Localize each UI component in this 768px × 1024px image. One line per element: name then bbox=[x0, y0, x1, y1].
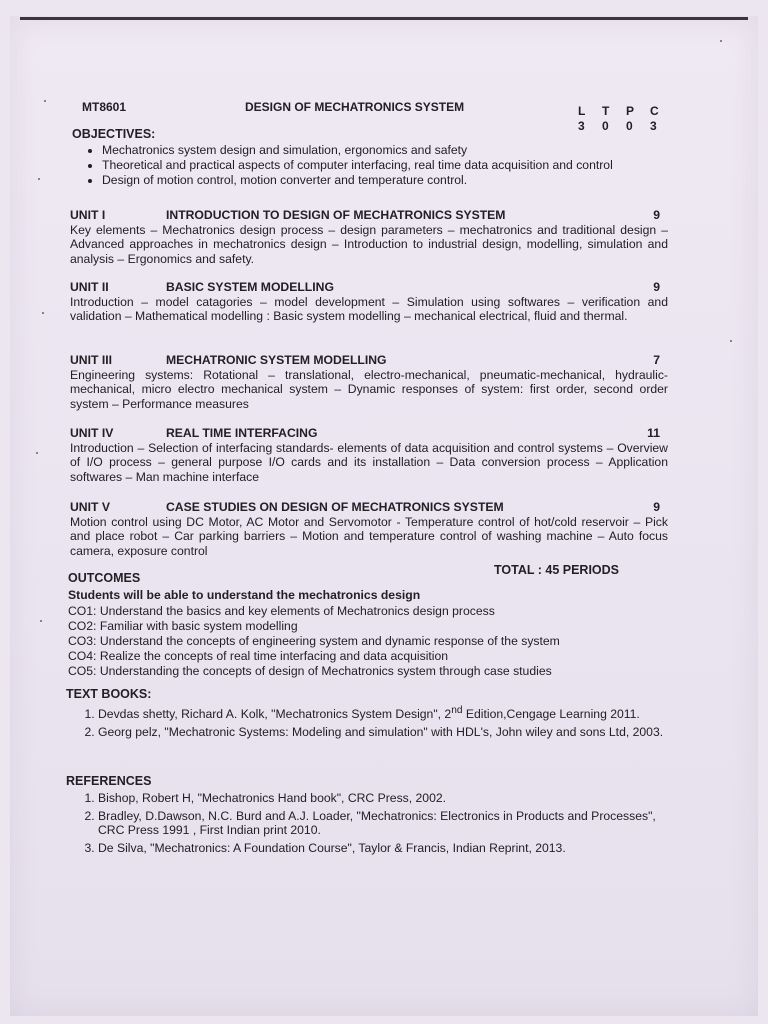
unit-number: UNIT I bbox=[70, 208, 106, 222]
top-rule bbox=[20, 17, 748, 20]
ltpc-value-c: 3 bbox=[650, 118, 657, 133]
outcome-item: CO5: Understanding the concepts of design of Mechatronics system through case studies bbox=[68, 664, 552, 678]
course-code: MT8601 bbox=[82, 100, 127, 114]
objective-item: • Design of motion control, motion converter and temperature control. bbox=[102, 173, 702, 188]
references-heading: REFERENCES bbox=[66, 774, 152, 788]
total-periods: TOTAL : 45 PERIODS bbox=[494, 563, 620, 577]
outcome-item: CO4: Realize the concepts of real time interfacing and data acquisition bbox=[68, 649, 449, 663]
unit-hours: 11 bbox=[647, 426, 660, 440]
course-title: DESIGN OF MECHATRONICS SYSTEM bbox=[245, 100, 465, 114]
scan-speck bbox=[36, 452, 38, 454]
ltpc-label-t: T bbox=[602, 104, 610, 118]
unit-1 bbox=[70, 208, 668, 266]
scan-speck bbox=[44, 100, 46, 102]
scan-speck bbox=[40, 620, 42, 622]
outcomes-heading: OUTCOMES bbox=[68, 571, 141, 585]
unit-3 bbox=[70, 353, 668, 411]
unit-body: Introduction – model catagories – model development – Simulation using softwares – verification and validation – Mathematical modelling : Basic system modelling – mechanical electrical, fluid and thermal. bbox=[70, 294, 668, 323]
ltpc-value-l: 3 bbox=[578, 118, 585, 133]
outcomes-lead: Students will be able to understand the mechatronics design bbox=[68, 588, 421, 602]
textbooks-list bbox=[66, 704, 668, 742]
ltpc-table bbox=[578, 104, 674, 133]
outcome-item: CO2: Familiar with basic system modelling bbox=[68, 619, 298, 633]
textbook-item: 1. Devdas shetty, Richard A. Kolk, "Mechatronics System Design", 2nd Edition,Cengage Learning 2011. bbox=[98, 704, 668, 722]
reference-item: 3. De Silva, "Mechatronics: A Foundation Course", Taylor & Francis, Indian Reprint, 2013. bbox=[98, 841, 668, 856]
outcome-item: CO3: Understand the concepts of engineering system and dynamic response of the system bbox=[68, 634, 560, 648]
unit-hours: 9 bbox=[653, 500, 660, 514]
objectives-list bbox=[72, 143, 702, 188]
objective-item: • Mechatronics system design and simulation, ergonomics and safety bbox=[102, 143, 702, 158]
ltpc-label-c: C bbox=[650, 104, 659, 118]
unit-title: REAL TIME INTERFACING bbox=[166, 426, 318, 440]
unit-number: UNIT IV bbox=[70, 426, 114, 440]
ltpc-value-t: 0 bbox=[602, 118, 609, 133]
unit-hours: 9 bbox=[653, 208, 660, 222]
scan-speck bbox=[42, 312, 44, 314]
textbooks-heading: TEXT BOOKS: bbox=[66, 687, 152, 701]
unit-5 bbox=[70, 500, 668, 558]
unit-title: INTRODUCTION TO DESIGN OF MECHATRONICS SYSTEM bbox=[166, 208, 506, 222]
references-list bbox=[66, 791, 668, 858]
unit-title: CASE STUDIES ON DESIGN OF MECHATRONICS SYSTEM bbox=[166, 500, 504, 514]
objectives-heading: OBJECTIVES: bbox=[72, 127, 156, 141]
scan-speck bbox=[730, 340, 732, 342]
unit-2 bbox=[70, 280, 668, 324]
unit-hours: 7 bbox=[653, 353, 660, 367]
unit-body: Engineering systems: Rotational – translational, electro-mechanical, pneumatic-mechanical, hydraulic-mechanical, micro electro mechanical system – Dynamic responses of system: first order, second order system – Performance measures bbox=[70, 367, 668, 411]
unit-hours: 9 bbox=[653, 280, 660, 294]
textbook-item: 2. Georg pelz, "Mechatronic Systems: Modeling and simulation" with HDL's, John wiley and sons Ltd, 2003. bbox=[98, 725, 668, 740]
reference-item: 1. Bishop, Robert H, "Mechatronics Hand book", CRC Press, 2002. bbox=[98, 791, 668, 806]
unit-4 bbox=[70, 426, 668, 484]
unit-title: BASIC SYSTEM MODELLING bbox=[166, 280, 334, 294]
unit-title: MECHATRONIC SYSTEM MODELLING bbox=[166, 353, 387, 367]
unit-number: UNIT V bbox=[70, 500, 110, 514]
ltpc-values bbox=[578, 119, 674, 134]
ltpc-label-p: P bbox=[626, 104, 635, 118]
objective-item: • Theoretical and practical aspects of computer interfacing, real time data acquisition and control bbox=[102, 158, 702, 173]
unit-body: Key elements – Mechatronics design process – design parameters – mechatronics and traditional design – Advanced approaches in mechatronics design – Introduction to industrial design, modelling, simulation and analysis – Ergonomics and safety. bbox=[70, 222, 668, 266]
outcomes-list bbox=[68, 604, 668, 679]
unit-number: UNIT II bbox=[70, 280, 109, 294]
ltpc-value-p: 0 bbox=[626, 118, 633, 133]
ltpc-label-l: L bbox=[578, 104, 586, 118]
scan-speck bbox=[720, 40, 722, 42]
outcome-item: CO1: Understand the basics and key elements of Mechatronics design process bbox=[68, 604, 495, 618]
scan-speck bbox=[38, 178, 40, 180]
unit-number: UNIT III bbox=[70, 353, 112, 367]
reference-item: 2. Bradley, D.Dawson, N.C. Burd and A.J. Loader, "Mechatronics: Electronics in Products and Processes", CRC Press 1991 , First Indian print 2010. bbox=[98, 809, 668, 838]
unit-body: Motion control using DC Motor, AC Motor and Servomotor - Temperature control of hot/cold reservoir – Pick and place robot – Car parking barriers – Motion and temperature control of washing machine – Auto focus camera, exposure control bbox=[70, 514, 668, 558]
ltpc-labels bbox=[578, 104, 674, 119]
unit-body: Introduction – Selection of interfacing standards- elements of data acquisition and control systems – Overview of I/O process – general purpose I/O cards and its installation – Data conversion process – Application softwares – Man machine interface bbox=[70, 440, 668, 484]
